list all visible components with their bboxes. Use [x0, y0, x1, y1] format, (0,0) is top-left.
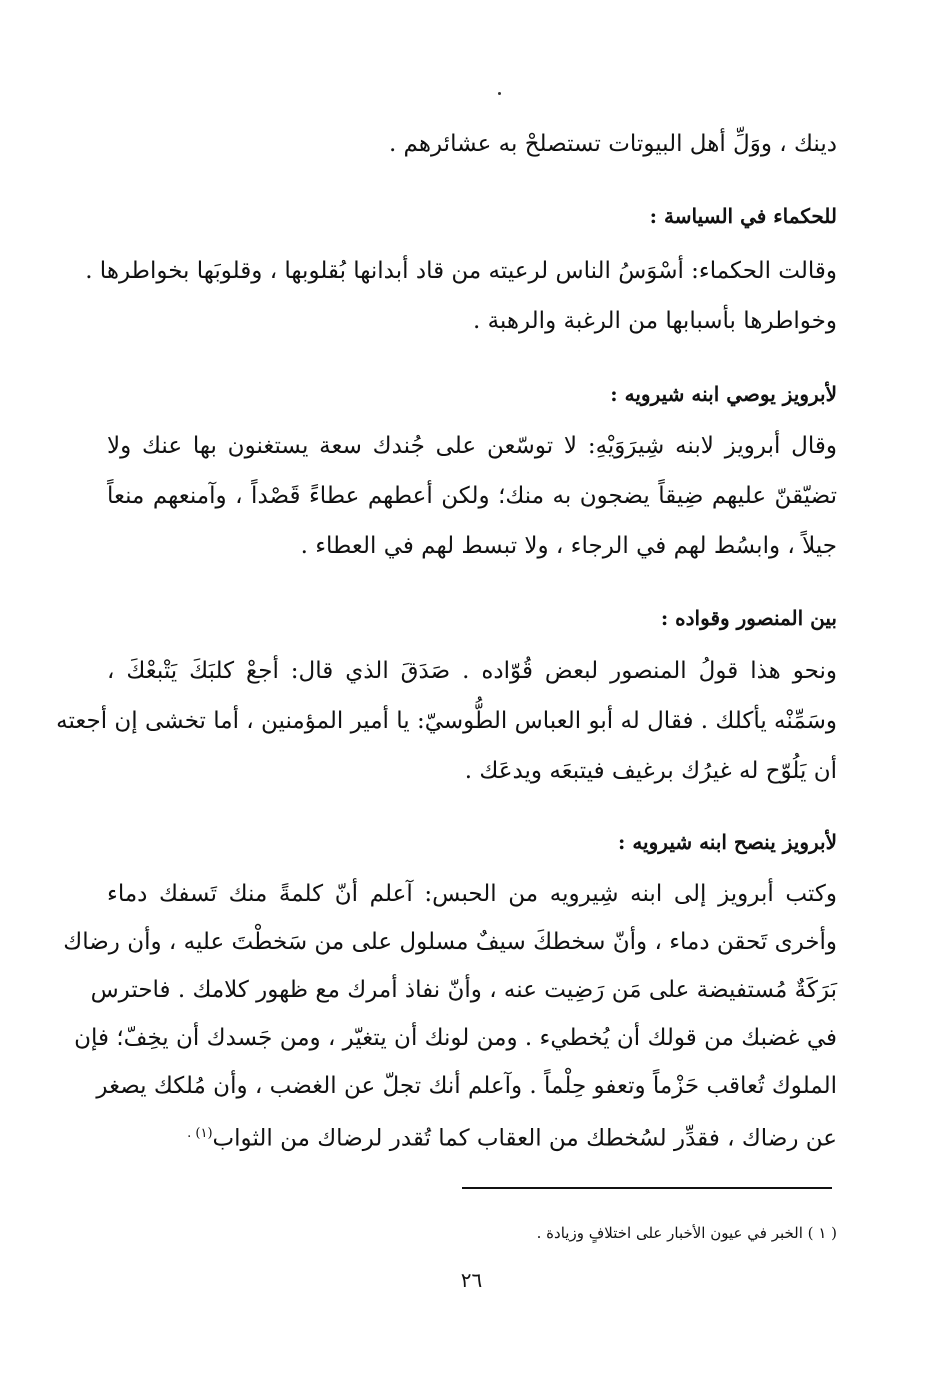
text-line: وسَمِّنْه يأكلك . فقال له أبو العباس الطُّوسيّ: يا أمير المؤمنين ، أما تخشى إن أجعته	[56, 708, 837, 734]
text-line: وقال أبرويز لابنه شِيرَوَيْهِ: لا توسّعن على جُندك سعة يستغنون بها عنك ولا	[107, 433, 837, 459]
text-line: وأخرى تَحقن دماء ، وأنّ سخطكَ سيفٌ مسلول على من سَخطْتَ عليه ، وأن رضاك	[63, 929, 837, 955]
text-line: جيلاً ، وابسُط لهم في الرجاء ، ولا تبسط لهم في العطاء .	[300, 533, 837, 559]
text-line: بَرَكَةٌ مُستفيضة على مَن رَضِيت عنه ، وأنّ نفاذ أمرك مع ظهور كلامك . فاحترس	[90, 977, 837, 1003]
text-fragment: عن رضاك ، فقدِّر لسُخطك من العقاب كما تُقدر لرضاك من الثواب	[212, 1125, 837, 1152]
text-line: أن يَلُوّح له غيرُك برغيف فيتبعَه ويدعَك .	[464, 758, 837, 784]
section-heading: لأبرويز يوصي ابنه شيرويه :	[610, 382, 837, 406]
text-line: دينك ، ووَلِّ أهل البيوتات تستصلحْ به عشائرهم .	[388, 131, 837, 157]
text-line: الملوك تُعاقب حَزْماً وتعفو حِلْماً . وآعلم أنك تجلّ عن الغضب ، وأن مُلكك يصغر	[96, 1073, 837, 1099]
footnote-marker: (١) .	[187, 1126, 213, 1141]
footnote: ( ١ ) الخبر في عيون الأخبار على اختلافٍ وزيادة .	[536, 1224, 837, 1242]
section-heading: بين المنصور وقواده :	[660, 606, 837, 630]
section-heading: لأبرويز ينصح ابنه شيرويه :	[617, 830, 837, 854]
text-line: وخواطرها بأسبابها من الرغبة والرهبة .	[472, 308, 837, 334]
text-line: وكتب أبرويز إلى ابنه شِيرويه من الحبس: آعلم أنّ كلمةً منك تَسفك دماء	[107, 881, 837, 907]
text-line: ونحو هذا قولُ المنصور لبعض قُوّاده . صَدَقَ الذي قال: أجعْ كلبَكَ يَتْبعْكَ ،	[107, 658, 837, 684]
text-line: وقالت الحكماء: أسْوَسُ الناس لرعيته من قاد أبدانها بُقلوبها ، وقلوبَها بخواطرها .	[85, 258, 837, 284]
text-line: تضيّقنّ عليهم ضِيقاً يضجون به منك؛ ولكن أعطهم عطاءً قَصْداً ، وآمنعهم منعاً	[107, 483, 837, 509]
footnote-rule	[462, 1187, 832, 1189]
section-heading: للحكماء في السياسة :	[649, 204, 837, 228]
text-line: في غضبك من قولك أن يُخطيء . ومن لونك أن يتغيّر ، ومن جَسدك أن يخِفّ؛ فإن	[74, 1025, 837, 1051]
text-line	[107, 1114, 837, 1159]
speck	[498, 92, 501, 95]
page-number: ٢٦	[460, 1268, 483, 1292]
